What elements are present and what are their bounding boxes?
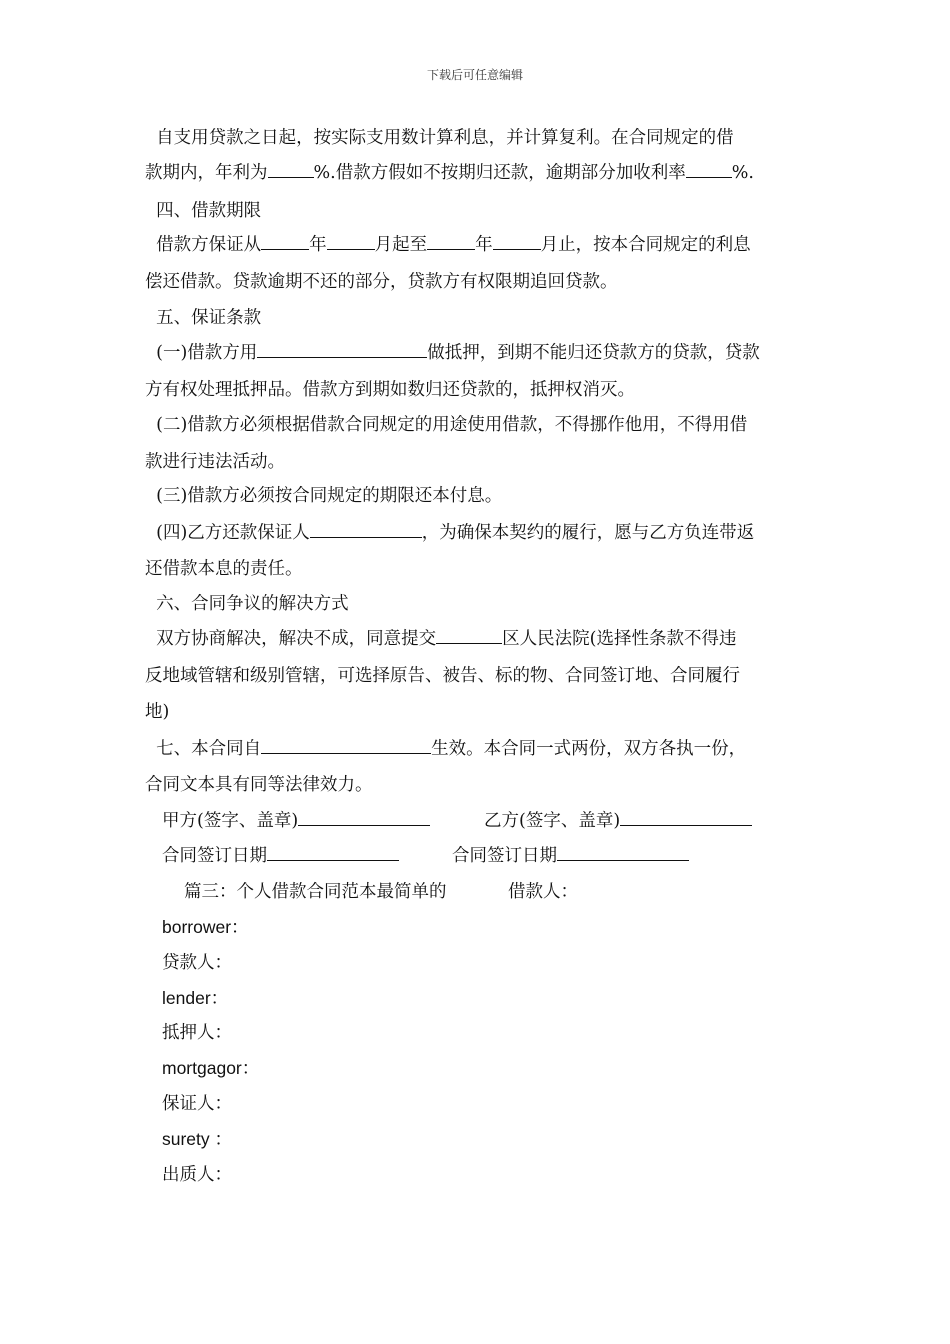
section-4-title: 四、借款期限 [156,201,262,221]
section-7-line1: 七、本合同自 生效。本合同一式两份，双方各执一份， [156,739,747,759]
section-5-title: 五、保证条款 [156,308,262,328]
section-6-line2: 反地域管辖和级别管辖，可选择原告、被告、标的物、合同签订地、合同履行 [145,666,740,686]
party-a-date-blank [267,844,399,861]
party-a-sign-date: 合同签订日期 [162,844,399,868]
field-lender-cn: 贷款人： [162,953,232,973]
field-pledgor-cn: 出质人： [162,1165,232,1185]
part3-title: 篇三：个人借款合同范本最简单的 [184,882,447,902]
effective-date-blank [261,737,431,754]
part3-borrower-label: 借款人： [508,882,578,902]
section-6-line1: 双方协商解决，解决不成，同意提交 区人民法院(选择性条款不得违 [156,629,737,649]
end-year-blank [427,233,475,250]
court-district-blank [436,627,502,644]
guarantor-blank [310,521,422,538]
party-b-sign-date: 合同签订日期 [452,844,689,868]
clause-1-line1: (一)借款方用 做抵押，到期不能归还贷款方的贷款，贷款 [156,343,760,363]
para1-line2: 款期内，年利为 %.借款方假如不按期归还款，逾期部分加收利率 %. [145,163,754,183]
field-mortgagor: mortgagor： [162,1058,260,1078]
party-b-signature: 乙方(签字、盖章) [484,809,752,833]
clause-4-line1: (四)乙方还款保证人 ，为确保本契约的履行，愿与乙方负连带返 [156,523,755,543]
clause-1-line2: 方有权处理抵押品。借款方到期如数归还贷款的，抵押权消灭。 [145,380,635,400]
field-mortgagor-cn: 抵押人： [162,1023,232,1043]
party-a-signature: 甲方(签字、盖章) [162,809,430,833]
clause-2-line1: (二)借款方必须根据借款合同规定的用途使用借款，不得挪作他用，不得用借 [156,415,748,435]
party-b-date-blank [557,844,689,861]
start-month-blank [327,233,375,250]
clause-3: (三)借款方必须按合同规定的期限还本付息。 [156,486,503,506]
field-surety: surety ： [162,1129,233,1149]
section-4-line1: 借款方保证从 年 月起至 年 月止，按本合同规定的利息 [156,235,751,255]
page-header: 下载后可任意编辑 [426,68,523,82]
collateral-blank [257,341,427,358]
field-lender: lender： [162,988,229,1008]
start-year-blank [261,233,309,250]
field-surety-cn: 保证人： [162,1094,232,1114]
interest-rate-blank [268,161,314,178]
party-b-signature-blank [620,809,752,826]
overdue-rate-blank [686,161,732,178]
section-4-line2: 偿还借款。贷款逾期不还的部分，贷款方有权限期追回贷款。 [145,272,618,292]
para1-line1: 自支用贷款之日起，按实际支用数计算利息，并计算复利。在合同规定的借 [156,128,734,148]
clause-4-line2: 还借款本息的责任。 [145,559,303,579]
section-6-title: 六、合同争议的解决方式 [156,594,349,614]
section-7-line2: 合同文本具有同等法律效力。 [145,775,373,795]
party-a-signature-blank [298,809,430,826]
field-borrower: borrower： [162,917,249,937]
end-month-blank [493,233,541,250]
section-6-line3: 地) [145,702,170,722]
clause-2-line2: 款进行违法活动。 [145,452,285,472]
